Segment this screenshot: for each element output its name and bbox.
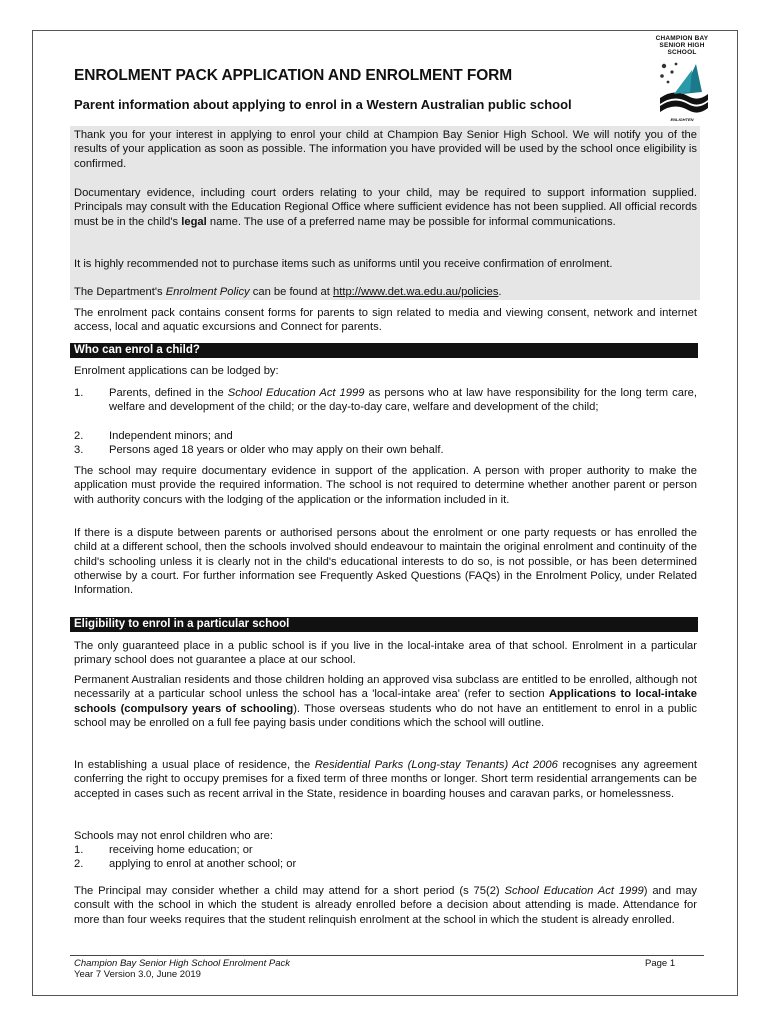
section2-paragraph-5: The Principal may consider whether a child may attend for a short period (s 75(2) School Education Act 1999) and may consult with the school in which the student is already enrolled before a decision about attending is made. Attendance for more than four weeks requires that the student relinquish enrolment at the school in which the student is already enrolled. xyxy=(74,885,697,926)
intro-paragraph-5: The enrolment pack contains consent forms for parents to sign related to media and viewing consent, network and internet access, local and aquatic excursions and Connect for parents. xyxy=(74,307,697,334)
logo-school-name: CHAMPION BAY xyxy=(655,35,709,42)
section2-paragraph-3: In establishing a usual place of residence, the Residential Parks (Long-stay Tenants) Act 2006 recognises any agreement conferring the right to occupy premises for a fixed term of three months or longer. Short term residential arrangements can be accepted in cases such as recent arrival in the State, residence in boarding houses and caravan parks, or homelessness. xyxy=(74,759,697,800)
footer-document-name: Champion Bay Senior High School Enrolment Pack xyxy=(74,958,290,969)
section2-paragraph-1: The only guaranteed place in a public school is if you live in the local-intake area of that school. Enrolment in a particular primary school does not guarantee a place at our school. xyxy=(74,640,697,667)
school-logo xyxy=(644,35,720,123)
footer xyxy=(74,958,290,980)
footer-version: Year 7 Version 3.0, June 2019 xyxy=(74,969,201,980)
logo-emblem-icon xyxy=(652,58,712,116)
section-heading-who-can-enrol: Who can enrol a child? xyxy=(70,343,698,358)
section2-paragraph-4: Schools may not enrol children who are: xyxy=(74,830,273,842)
page-title: ENROLMENT PACK APPLICATION AND ENROLMENT FORM xyxy=(74,67,513,84)
logo-motto: ENLIGHTEN xyxy=(670,117,694,122)
section1-paragraph-2: If there is a dispute between parents or authorised persons about the enrolment or one party requests or has enrolled the child at a different school, then the schools involved should endeavour to maintain the original enrolment and continuity of the child's schooling unless it is clearly not in the child's educational interests to do so, is not possible, or has been determined otherwise by a court. For further information see Frequently Asked Questions (FAQs) in the Enrolment Policy, under Related Information. xyxy=(74,527,697,597)
intro-paragraph-4: The Department's Enrolment Policy can be found at http://www.det.wa.edu.au/policies. xyxy=(74,286,502,298)
intro-paragraph-1: Thank you for your interest in applying to enrol your child at Champion Bay Senior High School. We will notify you of the results of your application as soon as possible. The information you have provided will be used by the school once eligibility is confirmed. xyxy=(74,129,697,170)
section1-paragraph-1: The school may require documentary evidence in support of the application. A person with proper authority to make the application must provide the required information. The school is not required to determine whether another parent or person with authority concurs with the lodging of the application or the information included in it. xyxy=(74,465,697,506)
footer-divider xyxy=(70,955,704,956)
section2-paragraph-2: Permanent Australian residents and those children holding an approved visa subclass are entitled to be enrolled, although not necessarily at a particular school unless the school has a 'local-intake area' (refer to section Applications to local-intake schools (compulsory years of schooling). Those overseas students who do not have an entitlement to enrol in a public school may be enrolled on a full fee paying basis under conditions which the school will outline. xyxy=(74,674,697,729)
policy-link[interactable]: http://www.det.wa.edu.au/policies xyxy=(333,286,499,298)
logo-school-subtitle: SENIOR HIGH SCHOOL xyxy=(659,42,705,56)
intro-paragraph-3: It is highly recommended not to purchase items such as uniforms until you receive confirmation of enrolment. xyxy=(74,258,613,270)
page-subtitle: Parent information about applying to enrol in a Western Australian public school xyxy=(74,97,572,112)
intro-paragraph-2: Documentary evidence, including court orders relating to your child, may be required to support information supplied. Principals may consult with the Education Regional Office where sufficient evidence has not been supplied. All official records must be in the child's legal name. The use of a preferred name may be possible for informal communications. xyxy=(74,187,697,228)
page-number: Page 1 xyxy=(645,958,676,969)
section1-lead: Enrolment applications can be lodged by: xyxy=(74,365,279,377)
section-heading-eligibility: Eligibility to enrol in a particular school xyxy=(70,617,698,632)
